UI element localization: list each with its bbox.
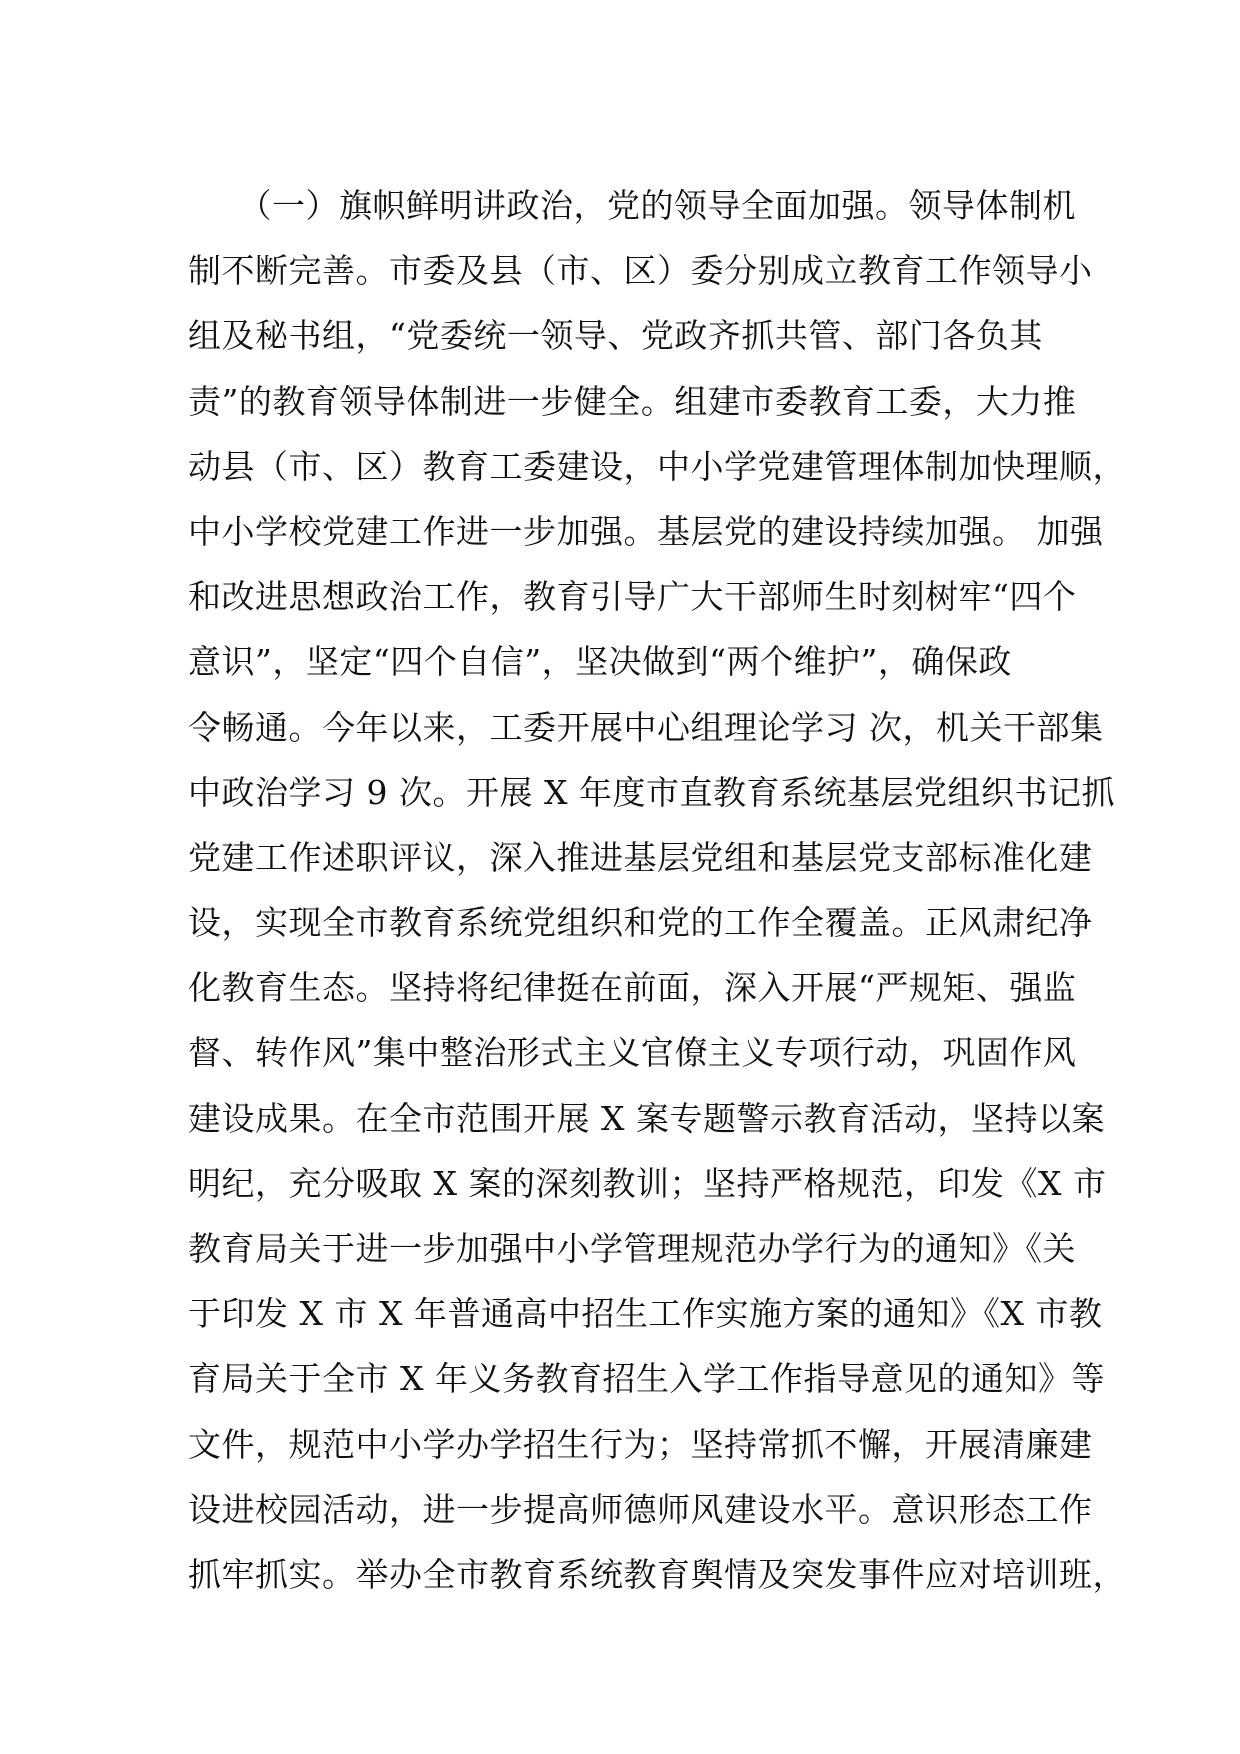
text-line: 督、转作风”集中整治形式主义官僚主义专项行动，巩固作风 [188, 1033, 1077, 1073]
text-line: 中小学校党建工作进一步加强。基层党的建设持续加强。 加强 [188, 511, 1104, 551]
text-line: 建设成果。在全市范围开展 X 案专题警示教育活动，坚持以案 [188, 1098, 1105, 1138]
text-line: 教育局关于进一步加强中小学管理规范办学行为的通知》《关 [188, 1229, 1076, 1268]
text-line: 文件，规范中小学办学招生行为；坚持常抓不懈，开展清廉建 [188, 1424, 1093, 1464]
text-line: 中政治学习 9 次。开展 X 年度市直教育系统基层党组织书记抓 [188, 772, 1115, 812]
text-line: 党建工作述职评议，深入推进基层党组和基层党支部标准化建 [188, 837, 1093, 877]
text-line: 动县（市、区）教育工委建设，中小学党建管理体制加快理顺， [188, 446, 1126, 486]
text-line: 制不断完善。市委及县（市、区）委分别成立教育工作领导小 [188, 251, 1093, 291]
text-line: 组及秘书组，“党委统一领导、党政齐抓共管、部门各负其 [188, 316, 1043, 356]
text-line: 化教育生态。坚持将纪律挺在前面，深入开展“严规矩、强监 [188, 968, 1077, 1008]
text-line: 于印发 X 市 X 年普通高中招生工作实施方案的通知》《X 市教 [188, 1294, 1103, 1334]
text-line: 和改进思想政治工作，教育引导广大干部师生时刻树牢“四个 [188, 577, 1077, 617]
body-paragraph [188, 173, 1126, 1607]
text-line: （一）旗帜鲜明讲政治，党的领导全面加强。领导体制机 [188, 186, 1076, 225]
text-line: 设进校园活动，进一步提高师德师风建设水平。意识形态工作 [188, 1489, 1093, 1529]
text-line: 抓牢抓实。举办全市教育系统教育舆情及突发事件应对培训班， [188, 1554, 1126, 1594]
text-line: 责”的教育领导体制进一步健全。组建市委教育工委，大力推 [188, 381, 1077, 421]
text-line: 令畅通。今年以来，工委开展中心组理论学习 次，机关干部集 [188, 707, 1104, 747]
text-line: 设，实现全市教育系统党组织和党的工作全覆盖。正风肃纪净 [188, 903, 1093, 943]
text-line: 意识”，坚定“四个自信”，坚决做到“两个维护”，确保政 [188, 642, 1012, 682]
text-line: 明纪，充分吸取 X 案的深刻教训；坚持严格规范，印发《X 市 [188, 1163, 1107, 1203]
text-line: 育局关于全市 X 年义务教育招生入学工作指导意见的通知》等 [188, 1359, 1105, 1399]
